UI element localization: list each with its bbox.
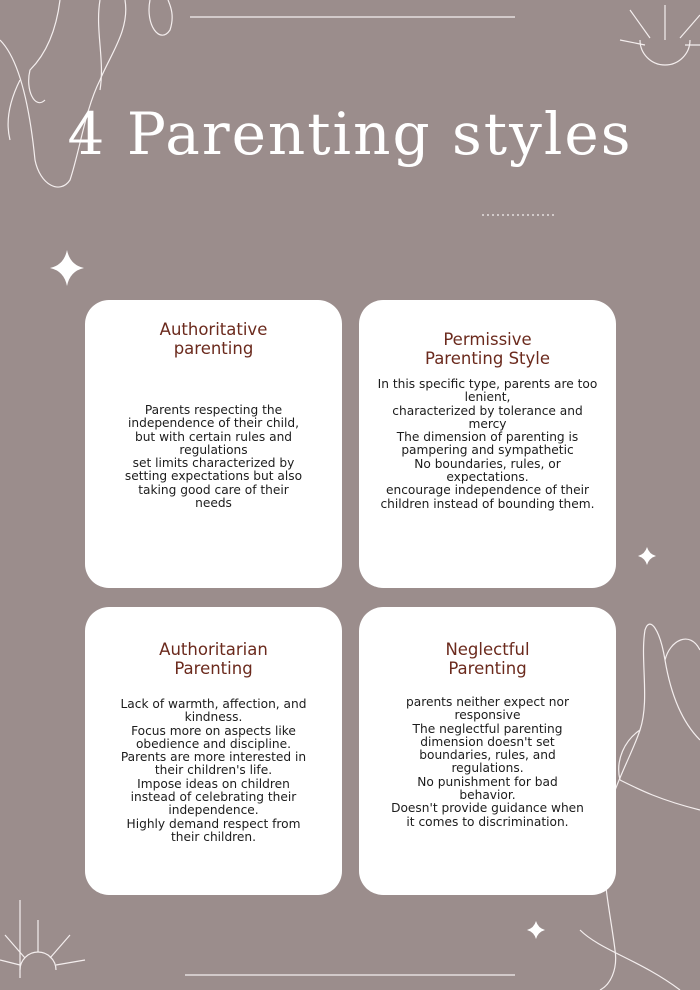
heading-line: parenting <box>173 339 254 358</box>
body-line: boundaries, rules, and <box>419 748 556 763</box>
body-line: dimension doesn't set <box>420 734 555 749</box>
card-body <box>359 378 616 511</box>
body-line: parents neither expect nor <box>406 695 569 709</box>
heading-line: Permissive <box>443 330 532 349</box>
body-line: Parents are more interested in <box>120 750 307 765</box>
body-line: regulations <box>179 442 248 457</box>
heading-line: Authoritative <box>159 320 268 339</box>
heading-line: Parenting <box>448 659 527 678</box>
body-line: needs <box>195 496 232 511</box>
card-heading <box>85 640 342 678</box>
top-right-sun-icon <box>620 5 700 65</box>
body-line: The dimension of parenting is <box>396 430 579 445</box>
sparkle-icon <box>527 921 545 939</box>
body-line: Parents respecting the <box>144 403 283 417</box>
body-line: Impose ideas on children <box>137 776 290 791</box>
body-line: it comes to discrimination. <box>406 814 569 829</box>
body-line: characterized by tolerance and <box>392 403 583 418</box>
body-line: The neglectful parenting <box>412 721 563 736</box>
body-line: taking good care of their <box>138 482 289 497</box>
body-line: setting expectations but also <box>124 469 303 484</box>
card-heading <box>359 640 616 678</box>
body-line: Highly demand respect from <box>126 816 301 831</box>
body-line: Doesn't provide guidance when <box>391 801 584 816</box>
body-line: independence of their child, <box>127 416 300 431</box>
card-body <box>359 696 616 829</box>
body-line: children instead of bounding them. <box>380 496 595 511</box>
body-line: independence. <box>168 803 259 818</box>
sparkle-icon <box>638 547 656 565</box>
body-line: Lack of warmth, affection, and <box>120 697 307 711</box>
body-line: In this specific type, parents are too <box>377 377 598 391</box>
body-line: No punishment for bad <box>417 774 558 789</box>
body-line: obedience and discipline. <box>135 736 292 751</box>
heading-line: Neglectful <box>445 640 530 659</box>
body-line: but with certain rules and <box>134 429 293 444</box>
body-line: encourage independence of their <box>385 483 590 498</box>
body-line: lenient, <box>464 390 511 405</box>
body-line: pampering and sympathetic <box>401 443 574 458</box>
card-heading <box>359 330 616 368</box>
card-authoritative <box>85 300 342 588</box>
sparkle-icon <box>50 250 84 286</box>
body-line: their children. <box>170 829 257 844</box>
body-line: mercy <box>468 416 507 431</box>
body-line: instead of celebrating their <box>130 790 297 805</box>
card-heading <box>85 320 342 358</box>
body-line: No boundaries, rules, or <box>414 456 561 471</box>
heading-line: Parenting <box>174 659 253 678</box>
page-title: 4 Parenting styles <box>67 100 633 168</box>
body-line: expectations. <box>446 470 529 485</box>
card-body <box>85 404 342 510</box>
body-line: responsive <box>454 708 521 723</box>
body-line: regulations. <box>451 761 524 776</box>
heading-line: Authoritarian <box>159 640 268 659</box>
card-body <box>85 698 342 844</box>
body-line: kindness. <box>184 710 243 725</box>
body-line: their children's life. <box>154 763 273 778</box>
heading-line: Parenting Style <box>424 349 551 368</box>
body-line: set limits characterized by <box>132 456 295 471</box>
body-line: behavior. <box>459 788 516 803</box>
card-permissive <box>359 300 616 588</box>
bottom-left-sun-icon <box>0 900 85 978</box>
body-line: Focus more on aspects like <box>131 723 296 738</box>
card-authoritarian <box>85 607 342 895</box>
card-neglectful <box>359 607 616 895</box>
